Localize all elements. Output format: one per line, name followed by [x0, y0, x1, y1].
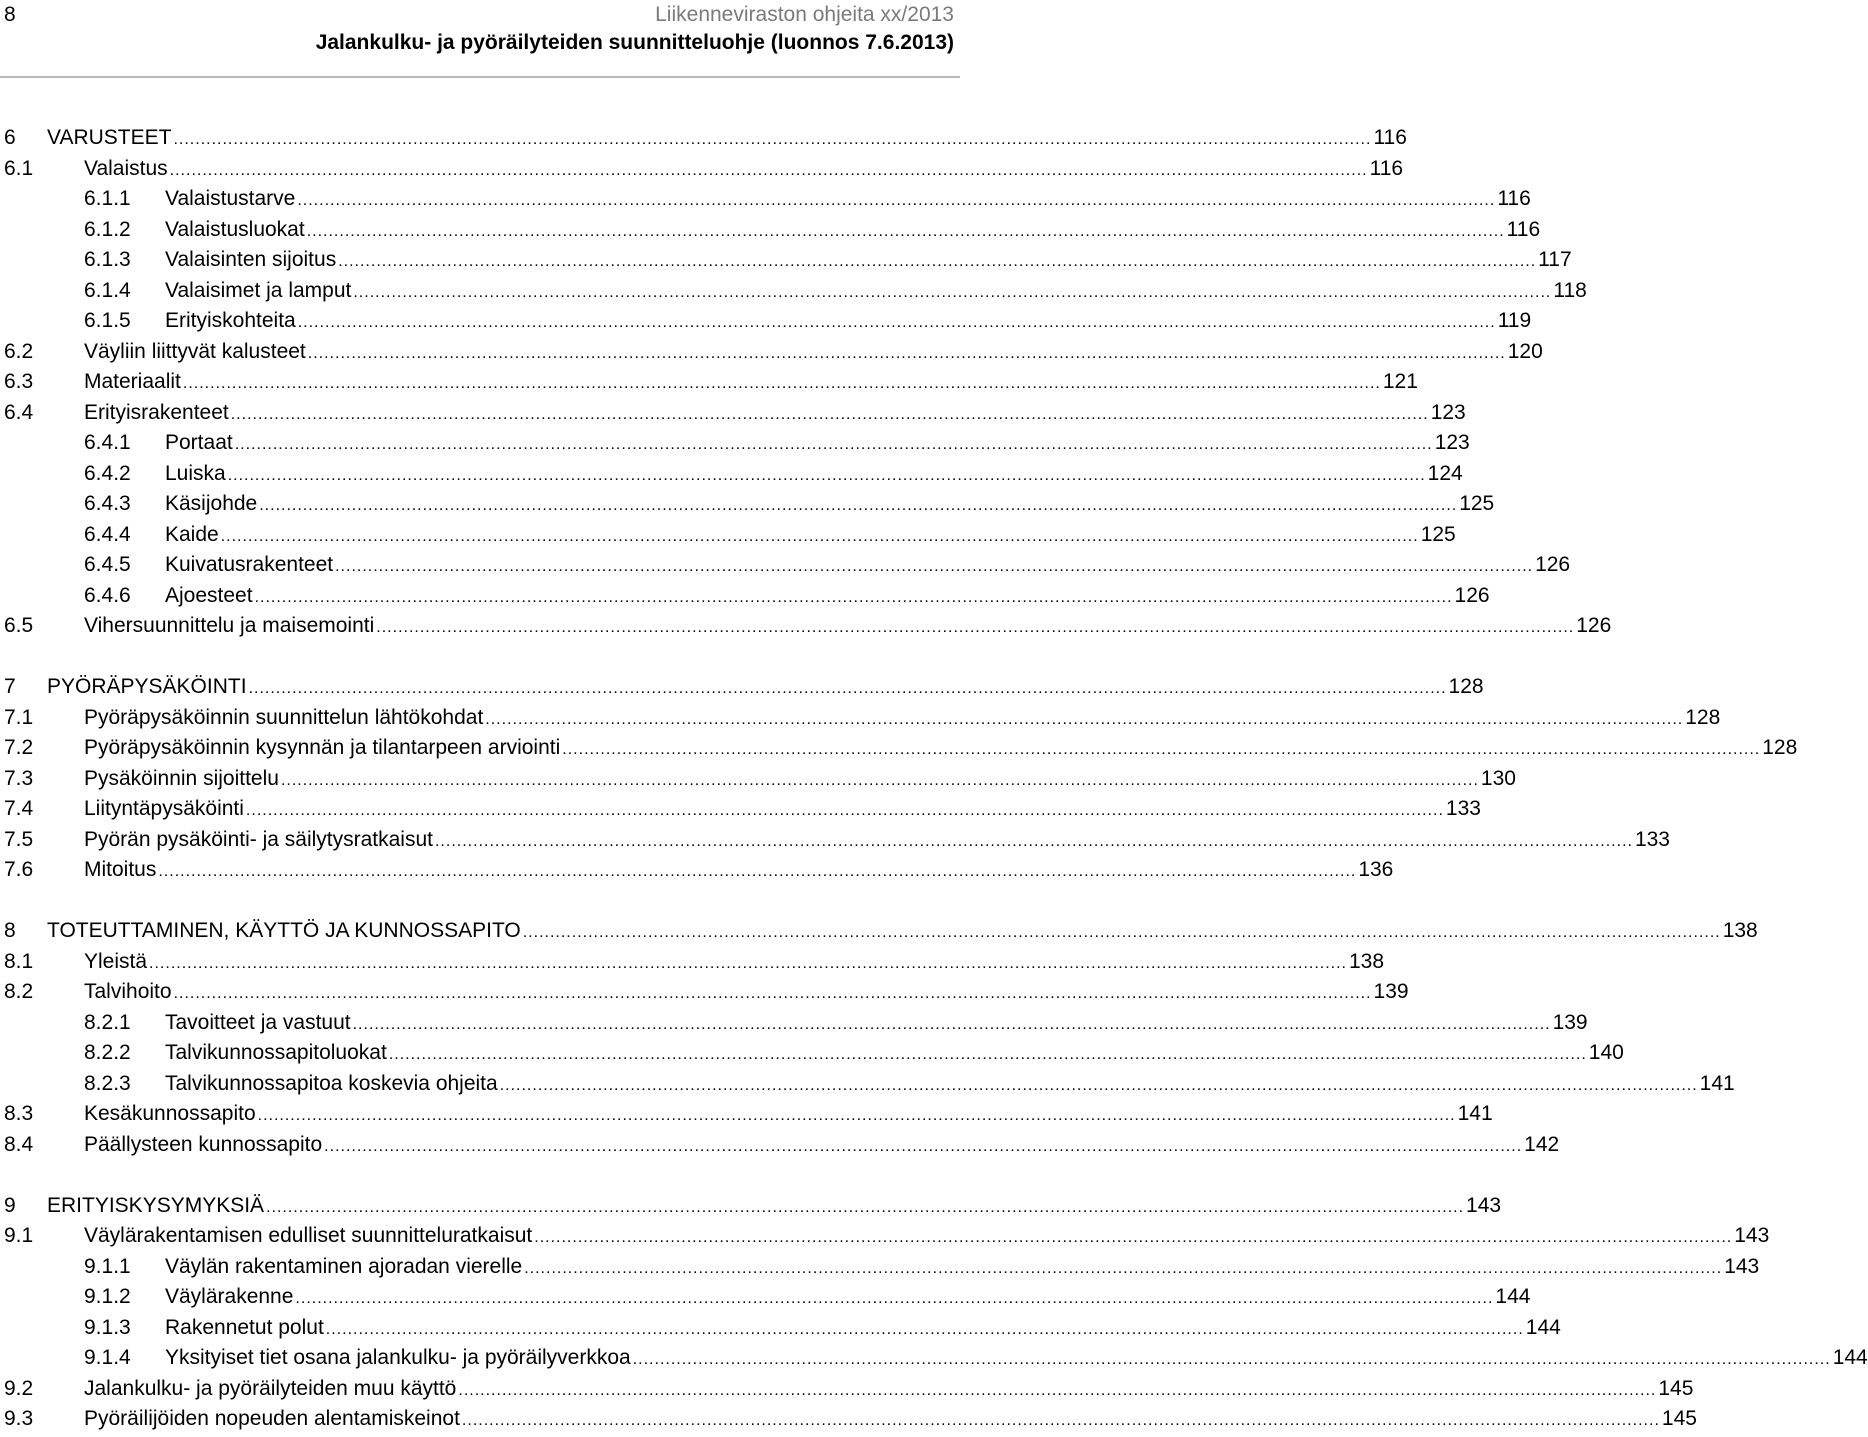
toc-entry-title: Valaisimet ja lamput [165, 278, 352, 302]
toc-entry-row [165, 215, 1541, 248]
toc-entry-row [84, 1374, 1694, 1407]
toc-entry-number: 7.1 [4, 705, 34, 729]
toc-entry-number: 8.2.3 [84, 1071, 131, 1095]
toc-entry[interactable] [0, 245, 1572, 276]
toc-entry-title: PYÖRÄPYSÄKÖINTI [47, 675, 247, 698]
toc-entry-page: 145 [1658, 1376, 1694, 1400]
toc-entry[interactable] [0, 1252, 1760, 1283]
toc-entry-page: 120 [1507, 339, 1543, 363]
toc-entry-title: Jalankulku- ja pyöräilyteiden muu käyttö [84, 1376, 457, 1400]
toc-entry-number: 9.1.1 [84, 1254, 131, 1278]
toc-entry-number: 6.3 [4, 370, 34, 393]
toc-entry-title: Tavoitteet ja vastuut [165, 1010, 351, 1034]
toc-entry-row [165, 306, 1532, 339]
toc-dot-leader: ............................................................................................................................................................................................................................ [353, 283, 1552, 301]
publisher-line: Liikenneviraston ohjeita xx/2013 [655, 3, 954, 26]
toc-entry-row [165, 459, 1463, 492]
toc-entry-title: Talvikunnossapitoa koskevia ohjeita [165, 1071, 498, 1095]
toc-dot-leader: ............................................................................................................................................................................................................................ [632, 1351, 1831, 1368]
toc-entry[interactable] [0, 1282, 1531, 1313]
toc-entry-title: Pyörän pysäköinti- ja säilytysratkaisut [84, 827, 433, 851]
toc-entry-page: 141 [1699, 1071, 1735, 1095]
toc-entry[interactable] [0, 367, 1418, 398]
toc-entry-row [165, 1008, 1588, 1041]
toc-entry-title: Talvihoito [84, 980, 172, 1003]
page-number: 8 [4, 3, 16, 26]
toc-entry-row [84, 367, 1418, 400]
toc-entry-number: 6.5 [4, 614, 34, 637]
toc-dot-leader: ............................................................................................................................................................................................................................ [388, 1046, 1587, 1063]
toc-entry-row [47, 1191, 1502, 1224]
toc-entry-title: Rakennetut polut [165, 1315, 324, 1339]
toc-entry-title: Kesäkunnossapito [84, 1102, 256, 1125]
toc-entry-page: 143 [1734, 1224, 1770, 1247]
toc-entry-title: Pyöräilijöiden nopeuden alentamiskeinot [84, 1407, 460, 1430]
toc-entry-number: 6.1.2 [84, 217, 131, 241]
toc-entry[interactable] [0, 276, 1587, 307]
toc-entry[interactable] [0, 428, 1470, 459]
toc-entry[interactable] [0, 215, 1541, 246]
toc-entry[interactable] [0, 520, 1456, 551]
toc-entry-number: 6.4.5 [84, 553, 131, 576]
table-of-contents [0, 123, 1868, 1435]
toc-entry-title: Erityisrakenteet [84, 400, 229, 424]
toc-dot-leader: ............................................................................................................................................................................................................................ [324, 1137, 1523, 1155]
toc-entry-page: 144 [1832, 1346, 1868, 1369]
toc-entry-page: 125 [1459, 492, 1495, 515]
toc-entry-number: 7 [4, 675, 16, 698]
toc-dot-leader: ............................................................................................................................................................................................................................ [325, 1320, 1524, 1338]
toc-entry-page: 125 [1420, 522, 1456, 546]
toc-entry-number: 8.2.1 [84, 1010, 131, 1034]
toc-dot-leader: ............................................................................................................................................................................................................................ [485, 710, 1684, 728]
toc-entry[interactable] [0, 764, 1516, 795]
toc-entry-row [47, 672, 1484, 705]
toc-entry-page: 139 [1373, 980, 1409, 1003]
toc-dot-leader: ............................................................................................................................................................................................................................ [352, 1015, 1551, 1033]
toc-entry-page: 141 [1457, 1102, 1493, 1125]
toc-entry-number: 6.4.6 [84, 583, 131, 607]
toc-entry[interactable] [0, 1130, 1560, 1161]
toc-entry-number: 8.2.2 [84, 1041, 131, 1064]
toc-entry-page: 142 [1524, 1132, 1560, 1156]
toc-dot-leader: ............................................................................................................................................................................................................................ [534, 1229, 1733, 1246]
toc-dot-leader: ............................................................................................................................................................................................................................ [335, 558, 1534, 575]
toc-dot-leader: ............................................................................................................................................................................................................................ [522, 924, 1721, 941]
toc-entry-number: 8.4 [4, 1132, 34, 1156]
toc-entry-page: 128 [1685, 705, 1721, 729]
toc-entry-title: Väylärakentamisen edulliset suunnitteluratkaisut [84, 1224, 533, 1247]
toc-entry-number: 9.1.2 [84, 1285, 131, 1308]
toc-dot-leader: ............................................................................................................................................................................................................................ [227, 466, 1426, 484]
toc-dot-leader: ............................................................................................................................................................................................................................ [234, 436, 1433, 453]
toc-entry-title: Valaistus [84, 156, 168, 180]
toc-entry[interactable] [0, 459, 1463, 490]
toc-dot-leader: ............................................................................................................................................................................................................................ [307, 344, 1506, 362]
toc-dot-leader: ............................................................................................................................................................................................................................ [220, 527, 1419, 545]
toc-entry-page: 126 [1454, 583, 1490, 607]
toc-entry-page: 143 [1466, 1193, 1502, 1217]
toc-entry-row [165, 1038, 1624, 1071]
toc-entry-row [165, 520, 1456, 553]
toc-entry-row [84, 1404, 1697, 1437]
toc-entry-number: 8.3 [4, 1102, 34, 1125]
header-divider [0, 76, 960, 78]
toc-entry-title: Vihersuunnittelu ja maisemointi [84, 614, 375, 637]
toc-entry-row [84, 337, 1543, 370]
toc-entry-row [84, 1221, 1770, 1254]
toc-entry-page: 128 [1448, 675, 1484, 698]
toc-entry[interactable] [0, 977, 1409, 1008]
toc-entry-row [165, 1343, 1868, 1376]
toc-entry-number: 7.5 [4, 827, 34, 851]
toc-entry-number: 6.4.4 [84, 522, 131, 546]
toc-entry-title: Materiaalit [84, 370, 181, 393]
toc-entry-title: Yleistä [84, 949, 148, 973]
toc-entry[interactable] [0, 1374, 1694, 1405]
toc-entry-title: Valaisinten sijoitus [165, 248, 337, 271]
toc-entry-page: 124 [1427, 461, 1463, 485]
toc-entry-number: 8 [4, 919, 16, 942]
toc-entry-number: 8.2 [4, 980, 34, 1003]
toc-entry-title: Pysäköinnin sijoittelu [84, 766, 279, 790]
toc-entry-title: Luiska [165, 461, 226, 485]
toc-entry[interactable] [0, 916, 1758, 947]
toc-entry-number: 6.4.2 [84, 461, 131, 485]
toc-entry-page: 138 [1722, 919, 1758, 942]
toc-entry[interactable] [0, 855, 1394, 886]
toc-entry-row [165, 1252, 1760, 1285]
toc-entry-number: 6.2 [4, 339, 34, 363]
toc-entry-page: 143 [1724, 1254, 1760, 1278]
toc-entry-title: VARUSTEET [47, 126, 172, 149]
toc-entry[interactable] [0, 733, 1798, 764]
toc-entry-row [165, 1282, 1531, 1315]
toc-entry-title: Erityiskohteita [165, 309, 296, 332]
toc-entry[interactable] [0, 550, 1571, 581]
toc-entry[interactable] [0, 398, 1466, 429]
toc-entry-row [165, 276, 1587, 309]
toc-entry[interactable] [0, 1343, 1868, 1374]
toc-entry[interactable] [0, 825, 1670, 856]
toc-dot-leader: ............................................................................................................................................................................................................................ [245, 802, 1444, 819]
toc-entry-row [84, 154, 1404, 187]
toc-entry-row [165, 184, 1531, 217]
toc-entry-number: 6.1.1 [84, 187, 131, 210]
toc-entry-number: 9.3 [4, 1407, 34, 1430]
toc-entry-row [84, 703, 1721, 736]
toc-entry-page: 138 [1349, 949, 1385, 973]
toc-entry-title: Ajoesteet [165, 583, 253, 607]
toc-entry-number: 9 [4, 1193, 16, 1217]
toc-entry-page: 121 [1382, 370, 1418, 393]
toc-entry-title: Valaistustarve [165, 187, 296, 210]
toc-dot-leader: ............................................................................................................................................................................................................................ [173, 131, 1372, 148]
toc-entry-title: Päällysteen kunnossapito [84, 1132, 323, 1156]
toc-entry-title: Liityntäpysäköinti [84, 797, 244, 820]
toc-dot-leader: ............................................................................................................................................................................................................................ [149, 954, 1347, 972]
toc-entry-row [84, 855, 1394, 888]
toc-entry[interactable] [0, 1221, 1770, 1252]
toc-entry-row [165, 581, 1490, 614]
toc-entry-title: Kuivatusrakenteet [165, 553, 334, 576]
toc-entry-number: 6.1 [4, 156, 34, 180]
toc-entry-row [165, 428, 1470, 461]
toc-entry-number: 7.2 [4, 736, 34, 759]
toc-entry-row [84, 764, 1516, 797]
toc-dot-leader: ............................................................................................................................................................................................................................ [524, 1259, 1723, 1277]
toc-entry-row [84, 398, 1466, 431]
toc-entry-page: 144 [1525, 1315, 1561, 1339]
header-text-block [316, 2, 954, 58]
toc-entry-row [165, 1313, 1561, 1346]
toc-entry[interactable] [0, 337, 1543, 368]
toc-dot-leader: ............................................................................................................................................................................................................................ [254, 588, 1453, 606]
toc-entry-number: 6 [4, 126, 16, 149]
toc-entry-number: 8.1 [4, 949, 34, 973]
toc-entry-page: 126 [1535, 553, 1571, 576]
toc-entry[interactable] [0, 306, 1532, 337]
toc-entry-row [47, 123, 1407, 156]
toc-entry-row [84, 947, 1385, 980]
toc-dot-leader: ............................................................................................................................................................................................................................ [259, 497, 1458, 514]
toc-entry[interactable] [0, 1191, 1502, 1222]
toc-entry-page: 133 [1445, 797, 1481, 820]
page-header [0, 0, 960, 80]
toc-entry-page: 136 [1358, 858, 1394, 881]
toc-dot-leader: ............................................................................................................................................................................................................................ [499, 1076, 1698, 1094]
toc-entry-row [165, 1069, 1735, 1102]
toc-entry-page: 116 [1369, 156, 1404, 180]
toc-entry-page: 139 [1552, 1010, 1588, 1034]
toc-entry-page: 130 [1480, 766, 1516, 790]
toc-entry-title: TOTEUTTAMINEN, KÄYTTÖ JA KUNNOSSAPITO [47, 919, 521, 942]
toc-entry-row [84, 794, 1481, 827]
toc-dot-leader: ............................................................................................................................................................................................................................ [376, 619, 1575, 636]
toc-entry[interactable] [0, 611, 1612, 642]
toc-entry[interactable] [0, 184, 1531, 215]
toc-dot-leader: ............................................................................................................................................................................................................................ [295, 1290, 1494, 1307]
toc-entry-title: Pyöräpysäköinnin kysynnän ja tilantarpeen arviointi [84, 736, 561, 759]
toc-entry-row [165, 550, 1571, 583]
toc-entry[interactable] [0, 1099, 1493, 1130]
toc-dot-leader: ............................................................................................................................................................................................................................ [434, 832, 1633, 850]
toc-entry[interactable] [0, 794, 1481, 825]
toc-entry-number: 9.1.4 [84, 1346, 131, 1369]
toc-entry-page: 145 [1661, 1407, 1697, 1430]
toc-entry-page: 128 [1762, 736, 1798, 759]
toc-entry-title: Yksityiset tiet osana jalankulku- ja pyöräilyverkkoa [165, 1346, 631, 1369]
toc-dot-leader: ............................................................................................................................................................................................................................ [297, 192, 1496, 209]
toc-entry-number: 9.1 [4, 1224, 34, 1247]
toc-entry-page: 119 [1497, 309, 1532, 332]
toc-dot-leader: ............................................................................................................................................................................................................................ [173, 985, 1372, 1002]
document-title: Jalankulku- ja pyöräilyteiden suunnitteluohje (luonnos 7.6.2013) [315, 31, 954, 54]
toc-entry-title: Portaat [165, 431, 233, 454]
toc-dot-leader: ............................................................................................................................................................................................................................ [248, 680, 1447, 697]
toc-dot-leader: ............................................................................................................................................................................................................................ [297, 314, 1496, 331]
toc-entry-title: Väylän rakentaminen ajoradan vierelle [165, 1254, 523, 1278]
toc-dot-leader: ............................................................................................................................................................................................................................ [266, 1198, 1465, 1216]
toc-entry[interactable] [0, 1069, 1735, 1100]
toc-entry-page: 116 [1506, 217, 1541, 241]
toc-entry-row [165, 489, 1495, 522]
toc-entry[interactable] [0, 1008, 1588, 1039]
toc-entry[interactable] [0, 123, 1407, 154]
toc-entry-title: Väyliin liittyvät kalusteet [84, 339, 306, 363]
toc-dot-leader: ............................................................................................................................................................................................................................ [461, 1412, 1660, 1429]
toc-entry-row [84, 825, 1670, 858]
toc-entry-page: 144 [1495, 1285, 1531, 1308]
toc-entry-number: 9.1.3 [84, 1315, 131, 1339]
toc-entry-row [165, 245, 1572, 278]
toc-entry-row [84, 1130, 1560, 1163]
toc-entry-title: Käsijohde [165, 492, 258, 515]
toc-dot-leader: ............................................................................................................................................................................................................................ [280, 771, 1479, 789]
toc-entry-row [84, 1099, 1493, 1132]
toc-entry-title: Väylärakenne [165, 1285, 294, 1308]
toc-entry-number: 9.2 [4, 1376, 34, 1400]
toc-dot-leader: ............................................................................................................................................................................................................................ [562, 741, 1761, 758]
toc-entry-number: 7.6 [4, 858, 34, 881]
toc-entry[interactable] [0, 581, 1490, 612]
toc-dot-leader: ............................................................................................................................................................................................................................ [306, 222, 1505, 240]
toc-entry-title: Talvikunnossapitoluokat [165, 1041, 387, 1064]
toc-entry-page: 116 [1373, 126, 1407, 149]
toc-entry-title: Valaistusluokat [165, 217, 305, 241]
toc-dot-leader: ............................................................................................................................................................................................................................ [158, 863, 1357, 880]
toc-entry[interactable] [0, 703, 1721, 734]
toc-entry-page: 123 [1434, 431, 1470, 454]
toc-entry-number: 6.4.1 [84, 431, 131, 454]
toc-entry[interactable] [0, 672, 1484, 703]
toc-dot-leader: ............................................................................................................................................................................................................................ [257, 1107, 1456, 1124]
toc-entry[interactable] [0, 1404, 1697, 1435]
toc-entry-page: 117 [1538, 248, 1572, 271]
toc-entry-number: 7.3 [4, 766, 34, 790]
toc-dot-leader: ............................................................................................................................................................................................................................ [338, 253, 1537, 270]
toc-entry-row [84, 611, 1612, 644]
toc-entry-number: 6.1.4 [84, 278, 131, 302]
toc-entry-title: Mitoitus [84, 858, 157, 881]
toc-entry[interactable] [0, 489, 1495, 520]
toc-entry-page: 116 [1497, 187, 1531, 210]
toc-entry-number: 6.1.5 [84, 309, 131, 332]
toc-dot-leader: ............................................................................................................................................................................................................................ [230, 405, 1429, 423]
toc-entry-number: 6.1.3 [84, 248, 131, 271]
toc-entry-title: Kaide [165, 522, 219, 546]
toc-entry-row [84, 733, 1798, 766]
toc-entry-number: 6.4.3 [84, 492, 131, 515]
toc-entry-number: 7.4 [4, 797, 34, 820]
toc-entry-page: 123 [1430, 400, 1466, 424]
toc-dot-leader: ............................................................................................................................................................................................................................ [169, 161, 1368, 179]
toc-entry-row [47, 916, 1758, 949]
toc-entry-page: 126 [1576, 614, 1612, 637]
toc-entry-number: 6.4 [4, 400, 34, 424]
toc-entry-title: ERITYISKYSYMYKSIÄ [47, 1193, 265, 1217]
toc-entry[interactable] [0, 1313, 1561, 1344]
toc-entry[interactable] [0, 947, 1385, 978]
toc-dot-leader: ............................................................................................................................................................................................................................ [458, 1381, 1657, 1399]
toc-entry[interactable] [0, 154, 1404, 185]
toc-entry[interactable] [0, 1038, 1624, 1069]
toc-dot-leader: ............................................................................................................................................................................................................................ [182, 375, 1381, 392]
toc-entry-row [84, 977, 1409, 1010]
toc-entry-title: Pyöräpysäköinnin suunnittelun lähtökohdat [84, 705, 484, 729]
toc-entry-page: 140 [1588, 1041, 1624, 1064]
toc-entry-page: 133 [1634, 827, 1670, 851]
toc-entry-page: 118 [1553, 278, 1587, 302]
